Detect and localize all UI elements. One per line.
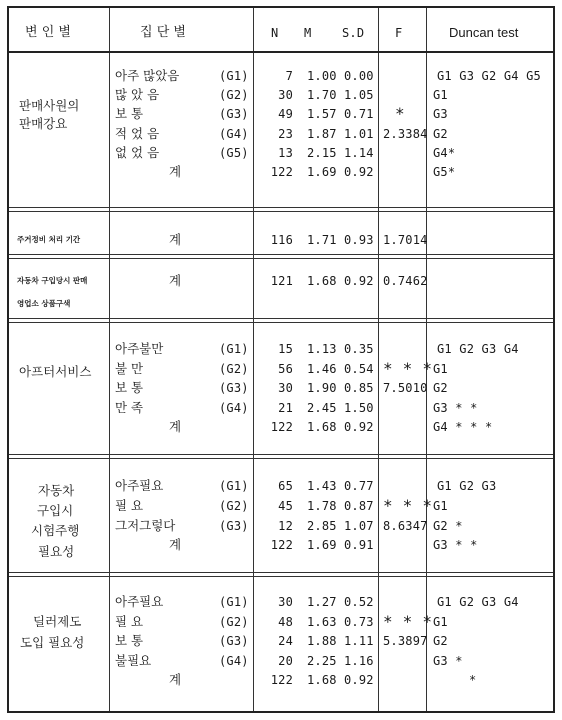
group-label: 계: [169, 672, 182, 688]
sd-value: 1.05: [344, 88, 374, 103]
group-label: 계: [169, 419, 182, 435]
section-rule: [9, 207, 553, 208]
section-rule: [9, 254, 553, 255]
sd-value: 1.11: [344, 634, 374, 649]
duncan-value: G2: [433, 634, 448, 649]
anova-table: [7, 6, 555, 713]
duncan-value: G4*: [433, 145, 456, 160]
duncan-value: G1: [433, 361, 448, 376]
variable-label: 판매강요: [19, 116, 68, 131]
duncan-value: G5*: [433, 165, 456, 179]
m-value: 2.85: [307, 518, 337, 533]
group-label: 불 만: [115, 360, 144, 376]
duncan-value: G2: [433, 381, 448, 396]
m-value: 1.13: [307, 342, 337, 356]
n-value: 122: [270, 420, 293, 435]
group-label: 많 았 음: [115, 87, 160, 103]
n-value: 21: [278, 400, 293, 415]
m-value: 1.69: [307, 538, 337, 553]
sd-value: 0.87: [344, 498, 374, 513]
group-code: (G2): [219, 361, 249, 376]
group-code: (G1): [219, 342, 249, 356]
header-rule: [9, 51, 553, 53]
group-label: 보 통: [115, 106, 144, 122]
sd-value: 0.71: [344, 107, 374, 122]
section-rule: [9, 454, 553, 455]
header-duncan: Duncan test: [449, 25, 519, 40]
duncan-value: G1 G3 G2 G4 G5: [437, 69, 541, 83]
header-sd: S.D: [342, 26, 365, 40]
group-label: 아주필요: [115, 478, 164, 493]
group-code: (G4): [219, 653, 249, 668]
m-value: 1.70: [307, 88, 337, 103]
n-value: 49: [278, 107, 293, 122]
sd-value: 0.35: [344, 342, 374, 356]
f-value: 5.3897: [383, 634, 428, 649]
n-value: 23: [278, 126, 293, 141]
group-code: (G1): [219, 479, 249, 493]
group-code: (G2): [219, 88, 249, 103]
f-value: * * *: [383, 358, 433, 378]
f-value: * * *: [383, 495, 433, 515]
f-value: 1.7014: [383, 233, 428, 247]
group-code: (G1): [219, 595, 249, 609]
sd-value: 1.16: [344, 653, 374, 668]
sd-value: 0.91: [344, 538, 374, 553]
column-divider: [253, 8, 254, 711]
n-value: 30: [278, 88, 293, 103]
m-value: 1.71: [307, 233, 337, 247]
n-value: 65: [278, 479, 293, 493]
variable-label: 주거정비 처리 기간: [17, 235, 81, 244]
variable-label: 딜러제도: [33, 614, 82, 629]
f-value: 2.3384: [383, 126, 428, 141]
sd-value: 1.50: [344, 400, 374, 415]
group-label: 계: [169, 273, 182, 288]
m-value: 1.88: [307, 634, 337, 649]
header-m: M: [304, 26, 312, 40]
m-value: 1.90: [307, 381, 337, 396]
sd-value: 0.92: [344, 420, 374, 435]
group-label: 필 요: [115, 613, 144, 629]
m-value: 1.87: [307, 126, 337, 141]
m-value: 1.69: [307, 165, 337, 179]
group-label: 불필요: [115, 652, 152, 668]
group-label: 아주불만: [115, 341, 164, 356]
m-value: 1.68: [307, 673, 337, 688]
n-value: 24: [278, 634, 293, 649]
column-divider: [109, 8, 110, 711]
sd-value: 0.92: [344, 165, 374, 179]
n-value: 30: [278, 595, 293, 609]
duncan-value: G3 *: [433, 653, 463, 668]
group-code: (G3): [219, 634, 249, 649]
group-code: (G4): [219, 126, 249, 141]
f-value: 0.7462: [383, 274, 428, 288]
header-group: 집 단 별: [140, 25, 186, 40]
n-value: 15: [278, 342, 293, 356]
sd-value: 0.92: [344, 673, 374, 688]
variable-label: 도입 필요성: [20, 635, 85, 650]
group-code: (G2): [219, 614, 249, 629]
section-rule: [9, 572, 553, 573]
variable-label: 자동차: [38, 483, 75, 498]
group-label: 필 요: [115, 497, 144, 513]
duncan-value: G3 * *: [433, 400, 478, 415]
m-value: 1.27: [307, 595, 337, 609]
sd-value: 0.54: [344, 361, 374, 376]
sd-value: 0.92: [344, 274, 374, 288]
group-code: (G3): [219, 107, 249, 122]
m-value: 2.45: [307, 400, 337, 415]
variable-label: 구입시: [37, 503, 74, 518]
duncan-value: G3 * *: [433, 538, 478, 553]
m-value: 2.25: [307, 653, 337, 668]
sd-value: 0.77: [344, 479, 374, 493]
n-value: 20: [278, 653, 293, 668]
m-value: 1.68: [307, 420, 337, 435]
duncan-value: G2 *: [433, 518, 463, 533]
group-code: (G2): [219, 498, 249, 513]
n-value: 122: [270, 673, 293, 688]
duncan-value: *: [469, 673, 477, 688]
sd-value: 1.07: [344, 518, 374, 533]
n-value: 56: [278, 361, 293, 376]
sd-value: 0.73: [344, 614, 374, 629]
f-value: 8.6347: [383, 518, 428, 533]
group-label: 계: [169, 164, 182, 179]
section-rule: [9, 576, 553, 577]
duncan-value: G1 G2 G3 G4: [437, 595, 519, 609]
n-value: 116: [270, 233, 293, 247]
m-value: 1.43: [307, 479, 337, 493]
group-code: (G3): [219, 381, 249, 396]
m-value: 2.15: [307, 145, 337, 160]
f-value: 7.5010: [383, 381, 428, 396]
n-value: 122: [270, 538, 293, 553]
m-value: 1.78: [307, 498, 337, 513]
duncan-value: G1 G2 G3: [437, 479, 497, 493]
variable-label: 시험주행: [31, 523, 80, 538]
variable-label: 필요성: [38, 544, 75, 559]
m-value: 1.00: [307, 69, 337, 83]
group-label: 계: [169, 232, 182, 247]
section-rule: [9, 211, 553, 212]
section-rule: [9, 258, 553, 259]
section-rule: [9, 458, 553, 459]
header-variable: 변 인 별: [25, 25, 71, 40]
group-code: (G1): [219, 69, 249, 83]
m-value: 1.57: [307, 107, 337, 122]
n-value: 45: [278, 498, 293, 513]
m-value: 1.46: [307, 361, 337, 376]
sd-value: 0.85: [344, 381, 374, 396]
group-label: 만 족: [115, 399, 144, 415]
n-value: 48: [278, 614, 293, 629]
header-n: N: [271, 26, 279, 40]
duncan-value: G1 G2 G3 G4: [437, 342, 519, 356]
duncan-value: G1: [433, 88, 448, 103]
n-value: 13: [278, 145, 293, 160]
group-code: (G5): [219, 145, 249, 160]
duncan-value: G3: [433, 107, 448, 122]
sd-value: 0.00: [344, 69, 374, 83]
n-value: 12: [278, 518, 293, 533]
duncan-value: G2: [433, 126, 448, 141]
duncan-value: G1: [433, 614, 448, 629]
duncan-value: G4 * * *: [433, 420, 493, 435]
f-value: *: [395, 104, 405, 124]
group-label: 보 통: [115, 633, 144, 649]
n-value: 122: [270, 165, 293, 179]
variable-label: 영업소 상품구색: [17, 299, 71, 308]
group-label: 보 통: [115, 380, 144, 396]
n-value: 121: [270, 274, 293, 288]
header-f: F: [395, 26, 403, 40]
section-rule: [9, 322, 553, 323]
m-value: 1.63: [307, 614, 337, 629]
variable-label: 판매사원의: [19, 98, 80, 113]
sd-value: 1.01: [344, 126, 374, 141]
group-label: 적 었 음: [115, 125, 160, 141]
n-value: 7: [285, 69, 293, 83]
group-code: (G4): [219, 400, 249, 415]
group-label: 계: [169, 537, 182, 553]
sd-value: 0.93: [344, 233, 374, 247]
f-value: * * *: [383, 611, 433, 631]
sd-value: 1.14: [344, 145, 374, 160]
group-code: (G3): [219, 518, 249, 533]
duncan-value: G1: [433, 498, 448, 513]
group-label: 없 었 음: [115, 144, 160, 160]
variable-label: 자동차 구입당시 판매: [17, 276, 88, 285]
n-value: 30: [278, 381, 293, 396]
group-label: 아주 많았음: [115, 68, 180, 83]
group-label: 아주필요: [115, 594, 164, 609]
m-value: 1.68: [307, 274, 337, 288]
section-rule: [9, 318, 553, 319]
group-label: 그저그렇다: [115, 517, 176, 533]
variable-label: 아프터서비스: [19, 364, 92, 379]
column-divider: [378, 8, 379, 711]
sd-value: 0.52: [344, 595, 374, 609]
